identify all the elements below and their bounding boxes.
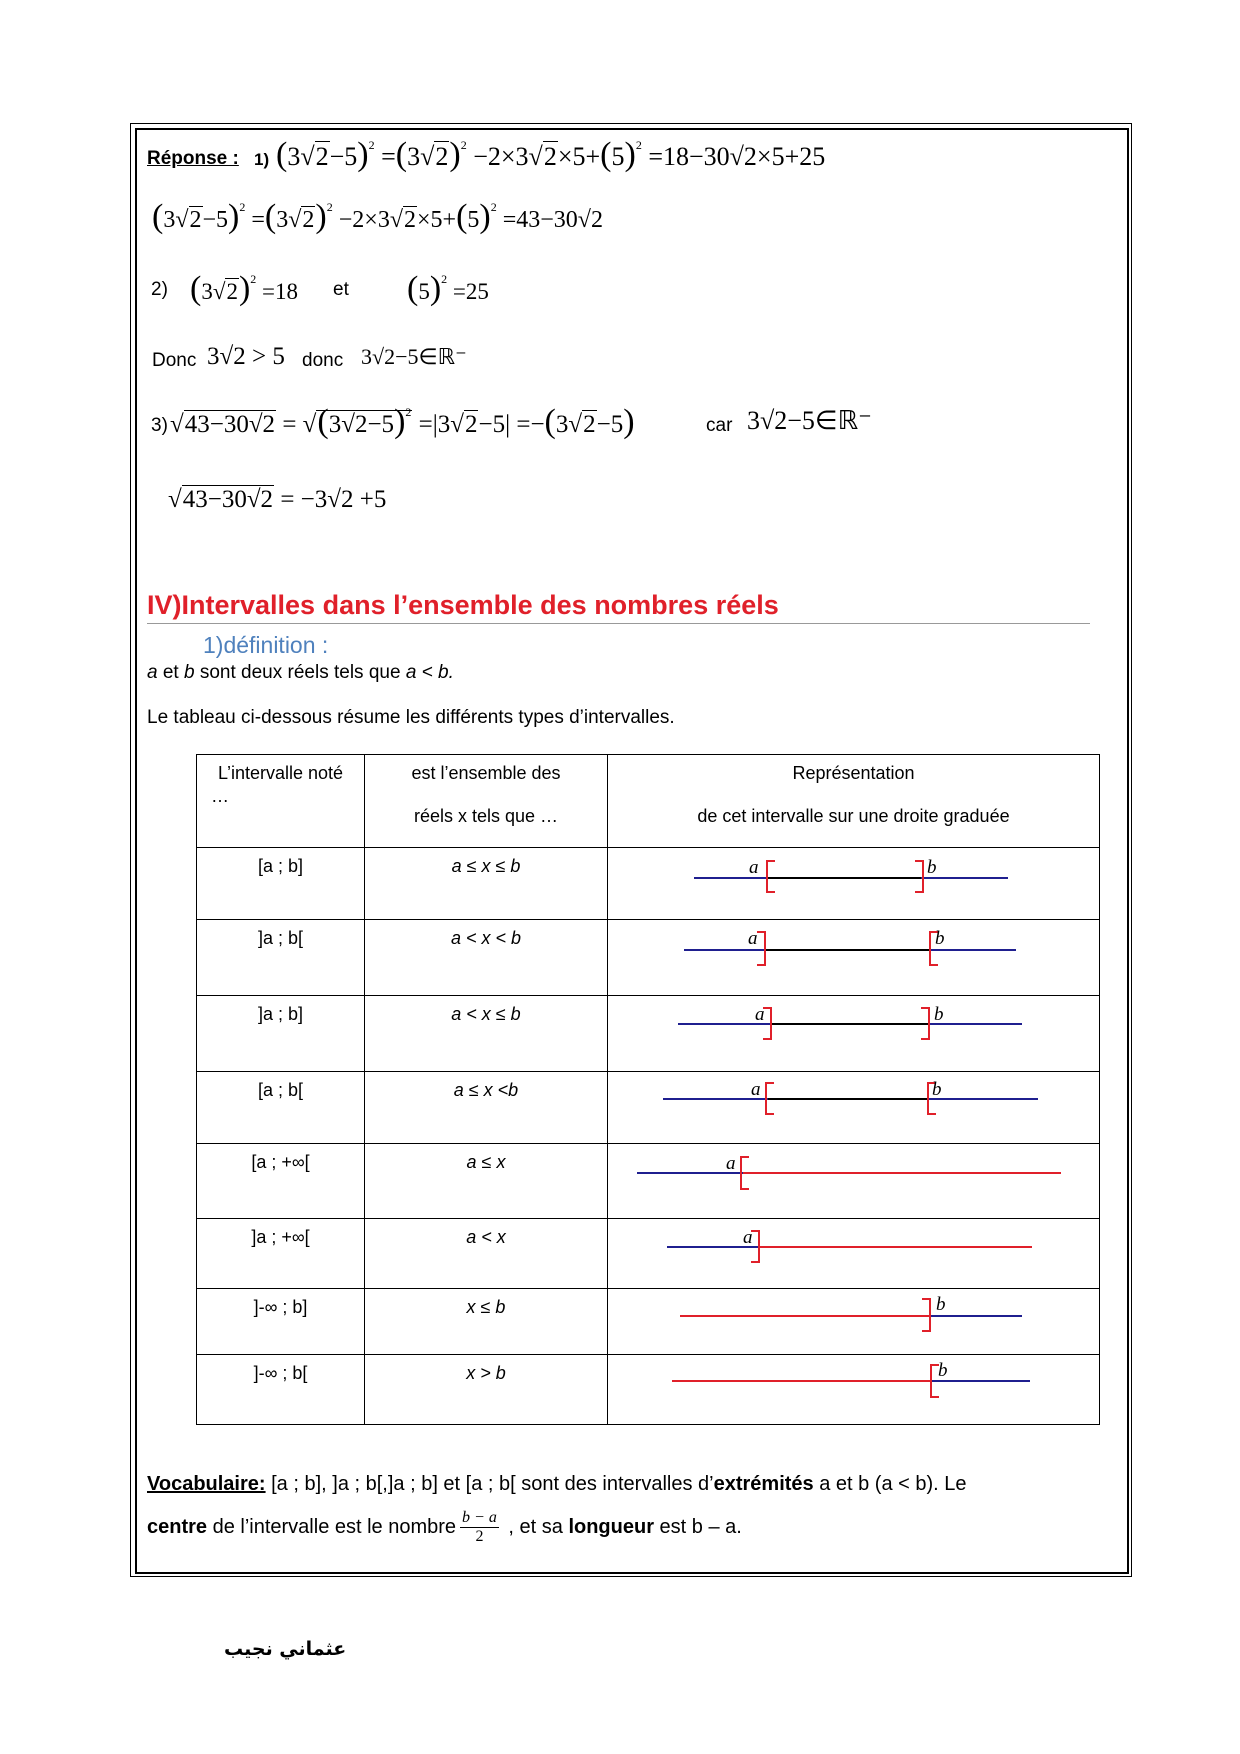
number-line-cell xyxy=(608,848,1100,920)
equation-line-3b-rhs: =25 xyxy=(452,279,489,304)
interval-condition: a ≤ x xyxy=(466,1152,506,1172)
label-a: a xyxy=(726,1153,736,1174)
vocabulary-line-2: centre de l’intervalle est le nombre $\frac{b - a}{2}$ , et sa longueur est b – a. xyxy=(147,1509,742,1545)
header-set: est l’ensemble des réels x tels que … xyxy=(365,755,608,848)
equation-line-3b: $(5)^2 =25$ xyxy=(407,270,489,307)
number-line-cell xyxy=(608,1072,1100,1144)
number-line-closed-closed xyxy=(608,848,1098,918)
equation-line-3a-rhs: =18 xyxy=(262,279,299,304)
table-row xyxy=(197,1289,1100,1355)
equation-line-1-rhs: =18−30√2×5+25 xyxy=(648,142,826,171)
interval-notation: [a ; b[ xyxy=(257,1080,304,1100)
center-fraction: $\frac{b - a}{2}$ xyxy=(462,1509,497,1545)
number-line-open-open xyxy=(608,920,1098,994)
section-title: IV)Intervalles dans l’ensemble des nombres réels xyxy=(147,590,779,620)
author-name: عثماني نجيب xyxy=(224,1638,347,1660)
number-line-closed-open xyxy=(608,1072,1098,1142)
number-line-cell xyxy=(608,1219,1100,1289)
answer-item-3: 3) xyxy=(151,415,168,436)
table-row xyxy=(197,920,1100,996)
label-b: b xyxy=(934,1004,944,1025)
label-b: b xyxy=(932,1079,942,1100)
section-rule xyxy=(147,623,1090,624)
header-interval: L’intervalle noté … xyxy=(197,755,365,848)
subsection-title: 1)définition : xyxy=(203,632,329,658)
equation-line-2-rhs: =43−30√2 xyxy=(502,207,603,233)
number-line-cell xyxy=(608,1144,1100,1219)
table-row xyxy=(197,1072,1100,1144)
inequality: 3√2 > 5 xyxy=(207,343,285,370)
label-a: a xyxy=(749,857,759,878)
label-b: b xyxy=(938,1360,948,1381)
interval-condition: a ≤ x ≤ b xyxy=(451,856,521,876)
number-line-cell xyxy=(608,1289,1100,1355)
donc-word-1: Donc xyxy=(152,350,197,371)
label-a: a xyxy=(755,1004,765,1025)
number-line-open-closed xyxy=(608,996,1098,1070)
et-word: et xyxy=(333,279,349,300)
number-line-open-infinity xyxy=(608,1219,1098,1287)
equation-line-3a: $(3√2)^2 =18$ xyxy=(190,270,299,307)
label-b: b xyxy=(936,1294,946,1315)
interval-notation: ]-∞ ; b] xyxy=(253,1297,308,1317)
number-line-cell xyxy=(608,1355,1100,1425)
label-a: a xyxy=(751,1079,761,1100)
interval-condition: x ≤ b xyxy=(466,1297,506,1317)
table-row xyxy=(197,1355,1100,1425)
equation-line-2: $(3√2-5)^2 =(3√2)^2 -2\times 3√2\times 5+(5)^2 =43-30√2$ xyxy=(152,198,603,235)
table-intro: Le tableau ci-dessous résume les différents types d’intervalles. xyxy=(147,707,675,728)
intervals-table xyxy=(196,754,1100,1425)
interval-condition: x > b xyxy=(466,1363,506,1383)
interval-condition: a < x < b xyxy=(450,928,522,948)
interval-notation: ]a ; b] xyxy=(257,1004,304,1024)
interval-condition: a ≤ x <b xyxy=(453,1080,519,1100)
interval-notation: [a ; b] xyxy=(257,856,304,876)
table-row xyxy=(197,848,1100,920)
interval-condition: a < x ≤ b xyxy=(451,1004,521,1024)
label-a: a xyxy=(743,1227,753,1248)
vocabulary-line-1: Vocabulaire: [a ; b], ]a ; b[,]a ; b] et [a ; b[ sont des intervalles d’extrémités a et b (a < b). Le xyxy=(147,1473,967,1495)
number-line-cell xyxy=(608,996,1100,1072)
answer-item-1: 1) xyxy=(254,150,270,169)
number-line-cell xyxy=(608,920,1100,996)
label-b: b xyxy=(927,857,937,878)
car-word: car xyxy=(706,415,733,436)
membership-2: 3√2−5∈ℝ⁻ xyxy=(747,406,872,435)
definition-text: a et b sont deux réels tels que a < b. xyxy=(147,662,454,683)
number-line-infinity-closed xyxy=(608,1289,1098,1353)
answer-item-2: 2) xyxy=(151,279,168,300)
equation-line-6-rhs: = −3√2 +5 xyxy=(280,486,387,513)
donc-word-2: donc xyxy=(302,350,344,371)
interval-condition: a < x xyxy=(466,1227,506,1247)
equation-line-1: $(3√2-5)^2 =(3√2)^2 -2\times 3√2\times 5+(5)^2 =18-30√2\times 5+25$ xyxy=(276,136,826,173)
label-a: a xyxy=(748,928,758,949)
membership-1: 3√2−5∈ℝ⁻ xyxy=(361,344,467,369)
interval-notation: ]-∞ ; b[ xyxy=(253,1363,308,1383)
header-representation: Représentation de cet intervalle sur une droite graduée xyxy=(608,755,1100,848)
interval-notation: ]a ; b[ xyxy=(257,928,304,948)
interval-notation: ]a ; +∞[ xyxy=(251,1227,310,1247)
number-line-closed-infinity xyxy=(608,1144,1098,1217)
equation-line-5: $√43-30√2 = √(3√2-5)^2 =|3√2-5| =-(3√2-5)$ xyxy=(170,403,635,440)
table-header-row xyxy=(197,755,1100,848)
number-line-infinity-open xyxy=(608,1355,1098,1423)
table-row xyxy=(197,1144,1100,1219)
answer-label: Réponse : xyxy=(147,148,239,169)
interval-notation: [a ; +∞[ xyxy=(251,1152,310,1172)
equation-line-6: √43−30√2 = −3√2 +5 xyxy=(168,486,387,513)
table-row xyxy=(197,1219,1100,1289)
label-b: b xyxy=(935,928,945,949)
table-row xyxy=(197,996,1100,1072)
